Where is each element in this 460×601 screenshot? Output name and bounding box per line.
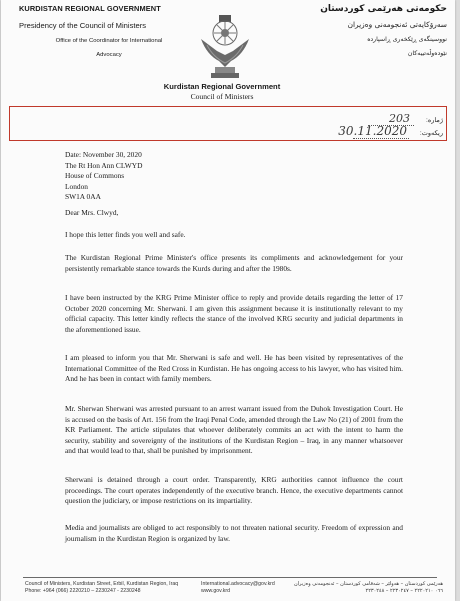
date-dotted-line [353, 138, 409, 139]
government-title: Kurdistan Regional Government [163, 82, 281, 91]
footer-address [25, 581, 178, 594]
reference-number: 203 [389, 112, 410, 125]
paragraph-6: Sherwani is detained through a court order. Transparently, KRG authorities cannot influence the court proceedings. The court operates independently of the executive branch. Hence, the executive departments cannot question the judiciary, or impose restrictions on its impartiality. [65, 475, 403, 506]
footer-phone-line: Phone: +964 (066) 2220210 – 2230247 - 2230248 [25, 587, 141, 594]
center-title-block [147, 82, 297, 101]
footer-divider [23, 577, 437, 578]
reference-fields [313, 110, 443, 142]
paragraph-3: I have been instructed by the KRG Prime Minister office to reply and provide details regarding the letter of 17 October 2020 concerning Mr. Sherwani. I am given this assignment because it is institutionally relevant to my official capacity. This letter kindly reflects the stance of the involved KRG security and judicial departments in the aforementioned issue. [65, 293, 403, 334]
krg-seal-icon [197, 15, 253, 80]
paragraph-5: Mr. Sherwan Sherwani was arrested pursuant to an arrest warrant issued from the Duhok Investigation Court. He is accused on the basis of Art. 156 from the Iraqi Penal Code, amended through the Law No (21) of 2001 from the KR Parliament. The article stipulates that whoever deliberately commits an act with the intent to harm the security, stability and sovereignty of the institutions of the Kurdistan Region – Iraq, in any manner whatsoever and that would lead to that, shall be punished by imprisonment. [65, 404, 403, 456]
recipient-line: London [65, 181, 88, 191]
paragraph-2: The Kurdistan Regional Prime Minister's office presents its compliments and acknowledgement for your persistently remarkable stance towards the Kurds during and after the 1980s. [65, 253, 403, 273]
office-line1-ku: نووسینگەی ڕێکخەری ڕاسپاردە [367, 36, 447, 43]
office-line2-ku: نێودەوڵەتییەکان [407, 50, 447, 57]
footer-website: www.gov.krd [201, 587, 231, 594]
footer-contact [201, 581, 275, 594]
salutation: Dear Mrs. Clwyd, [65, 208, 119, 217]
footer-email: International.advocacy@gov.krd [201, 581, 275, 587]
presidency-en: Presidency of the Council of Ministers [19, 21, 147, 30]
paragraph-4: I am pleased to inform you that Mr. Sherwani is safe and well. He has been visited by representatives of the International Committee of the Red Cross in Kurdistan. He has ongoing access to his lawyer, who has visited him. And he has been in contact with family members. [65, 353, 403, 384]
address-block [65, 150, 142, 203]
footer-kurdish-phone: ٠٦٦ ٢٢٢٠٢١٠ – ٢٢٣٠٢٤٧ – ٢٢٣٠٢٤٨ [365, 587, 443, 594]
footer-kurdish [294, 581, 443, 594]
paragraph-7: Media and journalists are obliged to act responsibly to not threaten national security. Freedom of expression and journalism in the Kurdistan Region is organized by law. [65, 523, 403, 543]
office-line2-en: Advocacy [96, 52, 122, 58]
number-label: ژمارە: [426, 117, 443, 124]
letterhead-english [19, 4, 199, 58]
recipient-line: The Rt Hon Ann CLWYD [65, 160, 143, 170]
reference-date: 30.11.2020 [338, 124, 407, 138]
office-line1-en: Office of the Coordinator for International [55, 38, 163, 44]
letter-page [1, 0, 455, 601]
footer-kurdish-address: هەرێمی کوردستان – هەولێر – شەقامی کوردستان – ئەنجومەنی وەزیران [294, 581, 443, 587]
letterhead-kurdish [272, 4, 447, 57]
council-subtitle: Council of Ministers [190, 92, 254, 101]
presidency-ku: سەرۆکایەتی ئەنجومەنی وەزیران [347, 20, 447, 29]
org-name-ku: حکومەتی هەرێمی کوردستان [320, 4, 447, 14]
date-label: ریکەوت: [419, 130, 443, 137]
letter-date: Date: November 30, 2020 [65, 150, 142, 159]
org-name-en: KURDISTAN REGIONAL GOVERNMENT [19, 4, 161, 13]
paragraph-1: I hope this letter finds you well and safe. [65, 230, 186, 239]
recipient-line: House of Commons [65, 171, 125, 181]
recipient-line: SW1A 0AA [65, 192, 101, 202]
footer-address-line: Council of Ministers, Kurdistan Street, Erbil, Kurdistan Region, Iraq [25, 581, 179, 587]
